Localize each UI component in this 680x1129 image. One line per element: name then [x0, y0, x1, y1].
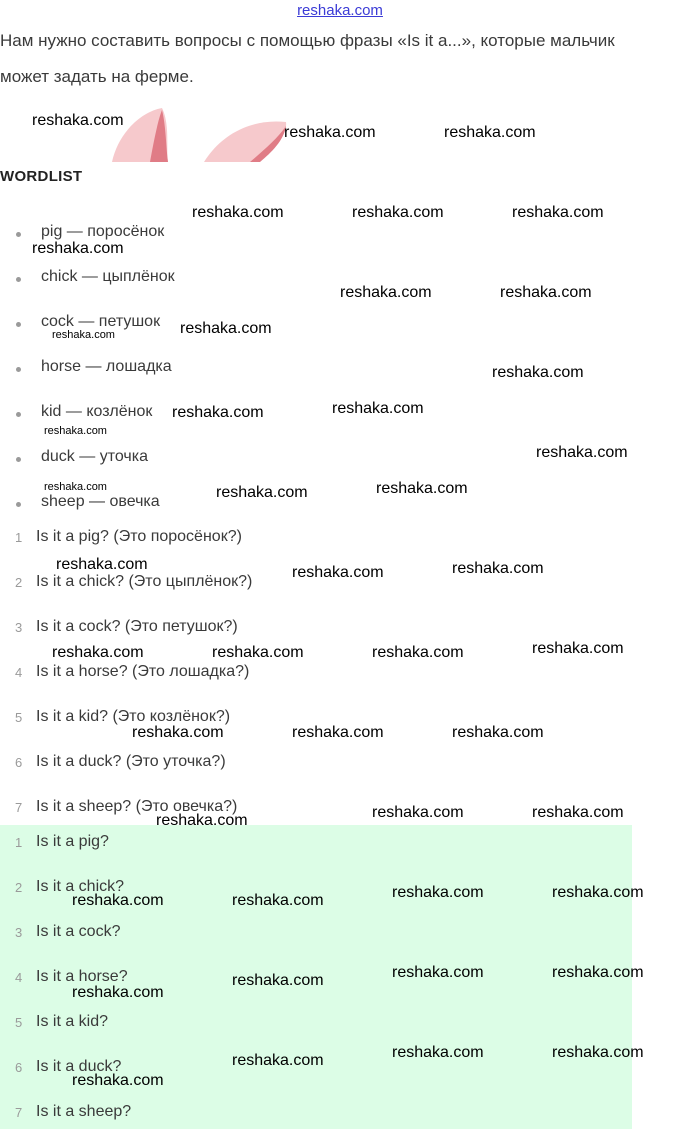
list-item: chick — цыплёнок	[41, 268, 175, 285]
question-number: 6	[15, 755, 23, 770]
watermark: reshaka.com	[452, 560, 544, 577]
watermark: reshaka.com	[232, 1052, 324, 1069]
question-item: Is it a cock? (Это петушок?)	[36, 618, 238, 635]
watermark: reshaka.com	[444, 124, 536, 141]
question-item: Is it a duck? (Это уточка?)	[36, 753, 226, 770]
question-number: 1	[15, 530, 23, 545]
watermark: reshaka.com	[532, 640, 624, 657]
watermark: reshaka.com	[492, 364, 584, 381]
watermark: reshaka.com	[452, 724, 544, 741]
answer-item: Is it a chick?	[36, 878, 125, 895]
question-number: 5	[15, 710, 23, 725]
answer-number: 2	[15, 880, 23, 895]
watermark: reshaka.com	[392, 884, 484, 901]
watermark: reshaka.com	[52, 644, 144, 661]
watermark: reshaka.com	[536, 444, 628, 461]
watermark: reshaka.com	[156, 812, 248, 829]
intro-line-2: может задать на ферме.	[0, 67, 194, 86]
question-item: Is it a kid? (Это козлёнок?)	[36, 708, 231, 725]
watermark: reshaka.com	[172, 404, 264, 421]
list-item: sheep — овечка	[41, 493, 160, 510]
watermark: reshaka.com	[500, 284, 592, 301]
question-item: Is it a chick? (Это цыплёнок?)	[36, 573, 253, 590]
watermark: reshaka.com	[56, 556, 148, 573]
bullet-icon	[16, 232, 21, 237]
pig-ears-illustration	[100, 104, 300, 162]
bullet-icon	[16, 412, 21, 417]
watermark: reshaka.com	[392, 964, 484, 981]
watermark: reshaka.com	[72, 1072, 164, 1089]
answer-number: 3	[15, 925, 23, 940]
answer-number: 4	[15, 970, 23, 985]
bullet-icon	[16, 457, 21, 462]
watermark: reshaka.com	[532, 804, 624, 821]
list-item: horse — лошадка	[41, 358, 172, 375]
list-item: kid — козлёнок	[41, 403, 153, 420]
watermark: reshaka.com	[292, 724, 384, 741]
watermark: reshaka.com	[72, 984, 164, 1001]
watermark: reshaka.com	[132, 724, 224, 741]
question-number: 3	[15, 620, 23, 635]
watermark: reshaka.com	[52, 329, 115, 341]
watermark: reshaka.com	[340, 284, 432, 301]
watermark: reshaka.com	[352, 204, 444, 221]
bullet-icon	[16, 502, 21, 507]
answer-number: 7	[15, 1105, 23, 1120]
watermark: reshaka.com	[232, 972, 324, 989]
watermark: reshaka.com	[292, 564, 384, 581]
watermark: reshaka.com	[44, 481, 107, 493]
watermark: reshaka.com	[284, 124, 376, 141]
watermark: reshaka.com	[372, 804, 464, 821]
answer-item: Is it a sheep?	[36, 1103, 132, 1120]
watermark: reshaka.com	[72, 892, 164, 909]
question-number: 2	[15, 575, 23, 590]
watermark: reshaka.com	[192, 204, 284, 221]
watermark: reshaka.com	[32, 240, 124, 257]
answer-number: 5	[15, 1015, 23, 1030]
answer-item: Is it a kid?	[36, 1013, 109, 1030]
watermark: reshaka.com	[392, 1044, 484, 1061]
watermark: reshaka.com	[552, 884, 644, 901]
answer-item: Is it a duck?	[36, 1058, 122, 1075]
watermark: reshaka.com	[44, 425, 107, 437]
watermark: reshaka.com	[32, 112, 124, 129]
question-item: Is it a horse? (Это лошадка?)	[36, 663, 250, 680]
bullet-icon	[16, 367, 21, 372]
question-number: 4	[15, 665, 23, 680]
answer-item: Is it a pig?	[36, 833, 109, 850]
watermark: reshaka.com	[212, 644, 304, 661]
watermark: reshaka.com	[552, 964, 644, 981]
list-item: cock — петушок	[41, 313, 161, 330]
watermark: reshaka.com	[372, 644, 464, 661]
list-item: duck — уточка	[41, 448, 148, 465]
question-number: 7	[15, 800, 23, 815]
watermark: reshaka.com	[376, 480, 468, 497]
bullet-icon	[16, 277, 21, 282]
site-link[interactable]: reshaka.com	[297, 2, 383, 19]
wordlist-title: WORDLIST	[0, 168, 83, 185]
answer-number: 1	[15, 835, 23, 850]
intro-line-1: Нам нужно составить вопросы с помощью фразы «Is it a...», которые мальчик	[0, 31, 615, 50]
question-item: Is it a sheep? (Это овечка?)	[36, 798, 238, 815]
watermark: reshaka.com	[180, 320, 272, 337]
watermark: reshaka.com	[232, 892, 324, 909]
watermark: reshaka.com	[332, 400, 424, 417]
bullet-icon	[16, 322, 21, 327]
watermark: reshaka.com	[216, 484, 308, 501]
question-item: Is it a pig? (Это поросёнок?)	[36, 528, 242, 545]
watermark: reshaka.com	[552, 1044, 644, 1061]
list-item: pig — поросёнок	[41, 223, 165, 240]
answer-item: Is it a cock?	[36, 923, 121, 940]
watermark: reshaka.com	[512, 204, 604, 221]
answer-item: Is it a horse?	[36, 968, 128, 985]
answer-number: 6	[15, 1060, 23, 1075]
